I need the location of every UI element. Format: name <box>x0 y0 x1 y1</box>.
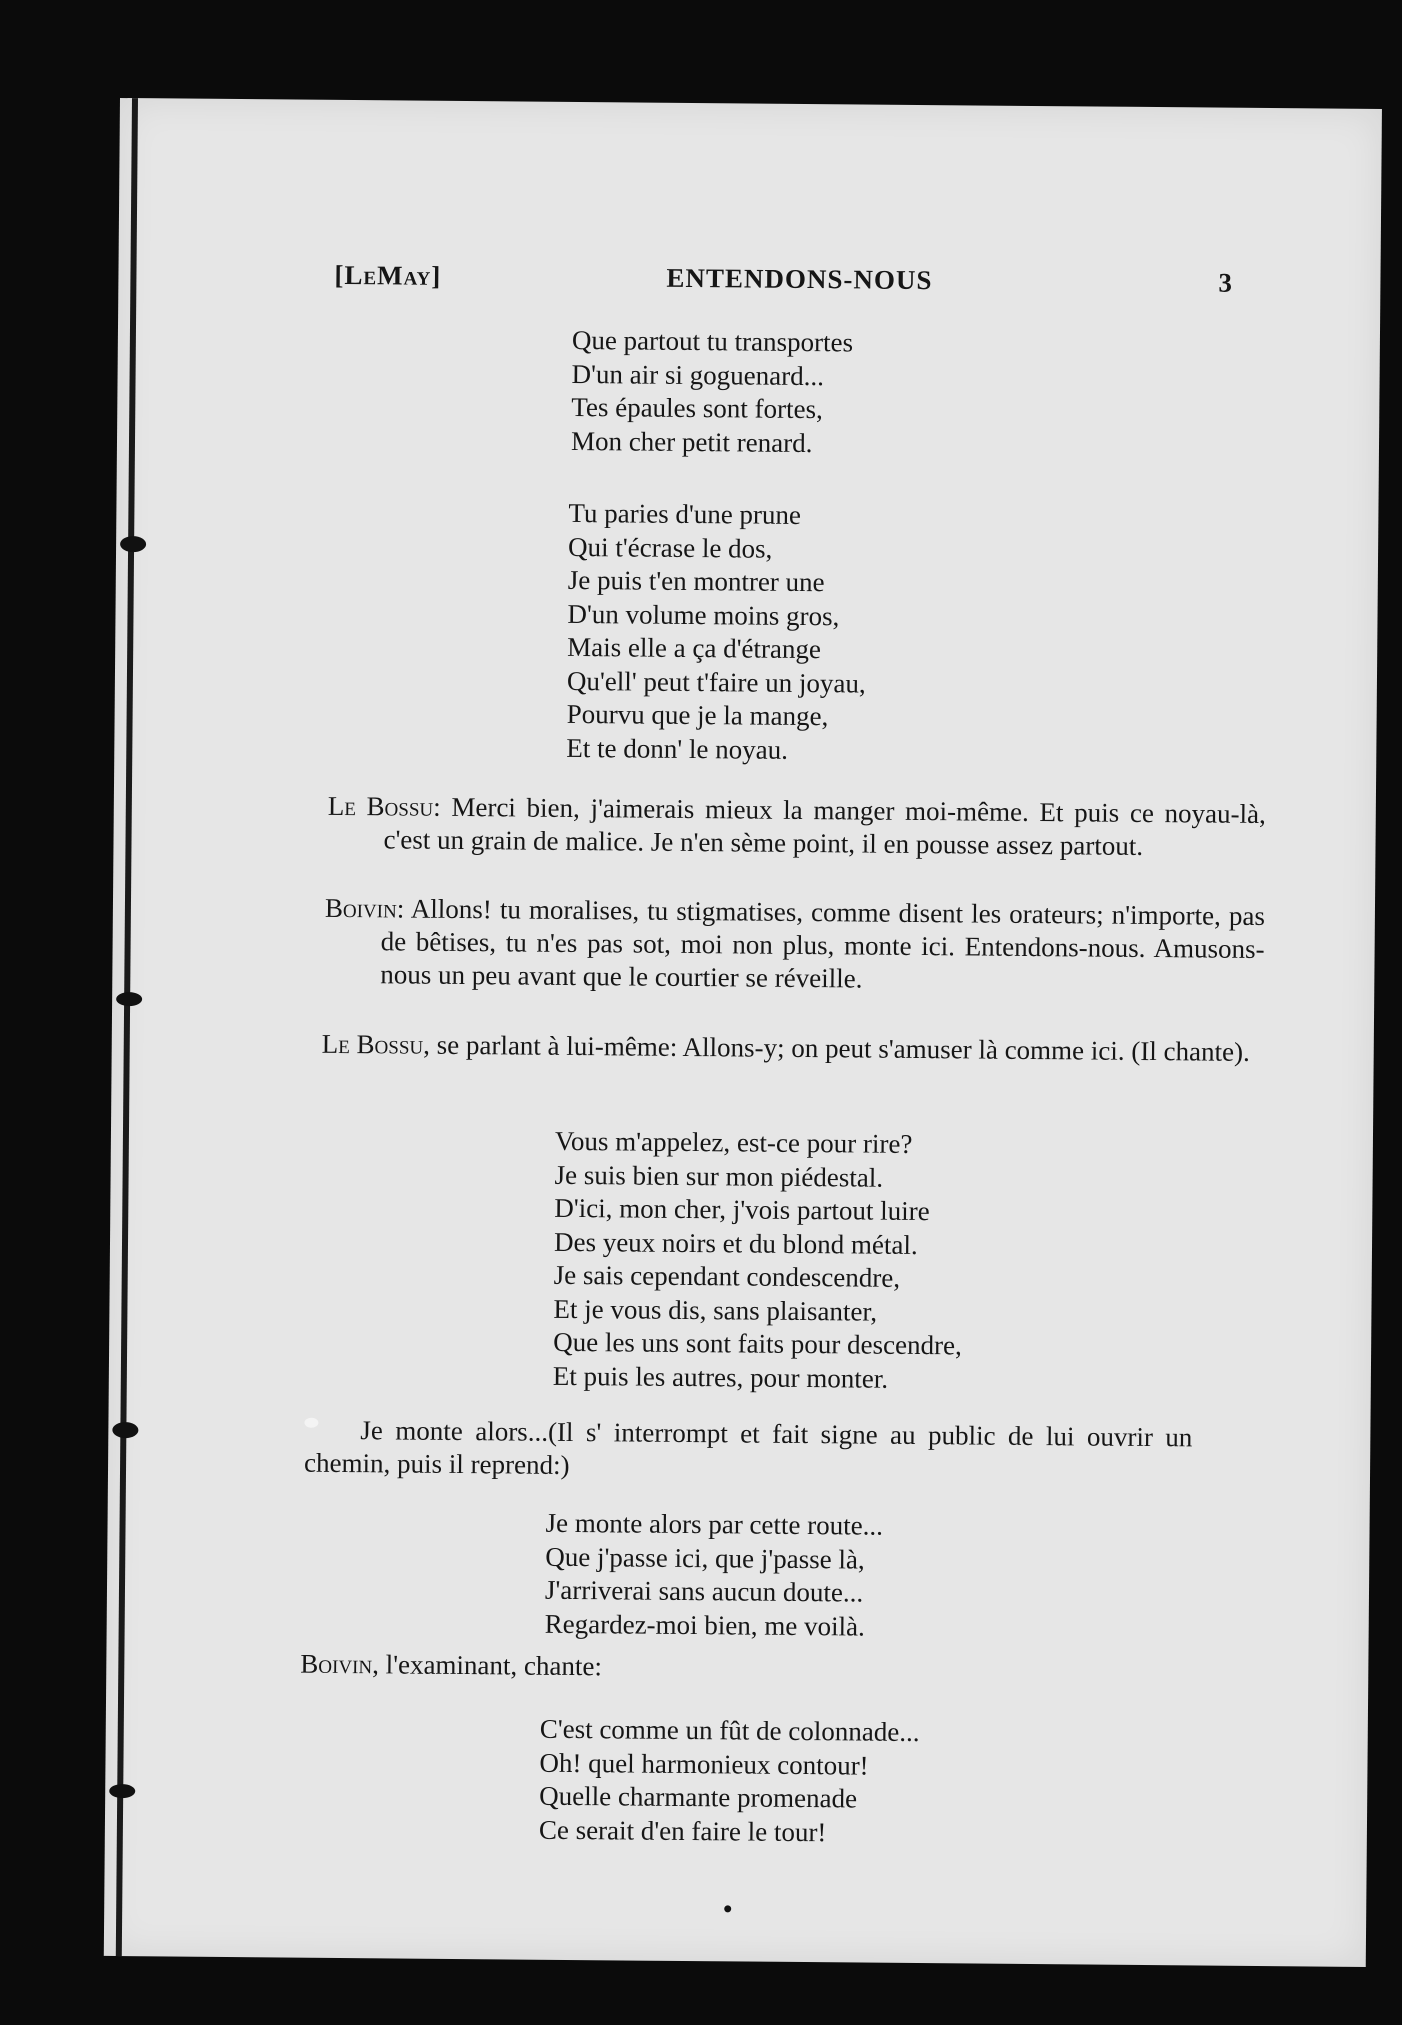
speaker-name: Le Bossu <box>321 1028 424 1060</box>
verse-line: Je monte alors par cette route... <box>545 1507 884 1541</box>
verse-line: Je sais cependant condescendre, <box>553 1259 901 1293</box>
binding-staple <box>112 1422 138 1438</box>
verse-line: Et je vous dis, sans plaisanter, <box>553 1293 878 1327</box>
verse-line: D'un air si goguenard... <box>571 358 825 391</box>
stanza-4 <box>545 1507 884 1644</box>
verse-line: Quelle charmante promenade <box>539 1780 858 1814</box>
verse-line: Ce serait d'en faire le tour! <box>538 1814 827 1847</box>
verse-line: Des yeux noirs et du blond métal. <box>553 1226 918 1260</box>
document-page <box>104 98 1382 1967</box>
narration-text: Je monte alors...(Il s' interrompt et fait signe au public de lui ouvrir un chemin, puis il reprend:) <box>303 1415 1193 1480</box>
dialogue-boivin-1 <box>324 892 1265 999</box>
verse-line: Qui t'écrase le dos, <box>567 531 773 564</box>
dialogue-text: , l'examinant, chante: <box>372 1649 603 1682</box>
running-head-author: [LeMay] <box>334 259 442 291</box>
binding-staple <box>120 536 146 552</box>
running-head-title: ENTENDONS-NOUS <box>666 262 933 296</box>
page-number: 3 <box>1218 267 1233 298</box>
stanza-5 <box>539 1713 920 1850</box>
speaker-name: Boivin <box>300 1648 373 1680</box>
verse-line: D'un volume moins gros, <box>567 598 840 631</box>
verse-line: Vous m'appelez, est-ce pour rire? <box>554 1125 913 1159</box>
verse-line: Je suis bien sur mon piédestal. <box>554 1159 884 1193</box>
verse-line: Mais elle a ça d'étrange <box>567 631 822 665</box>
verse-line: Pourvu que je la mange, <box>566 698 829 732</box>
verse-line: Que j'passe ici, que j'passe là, <box>545 1541 865 1575</box>
verse-line: Tu paries d'une prune <box>568 497 802 530</box>
stanza-1 <box>571 324 853 460</box>
binding-staple <box>116 992 142 1006</box>
verse-line: Qu'ell' peut t'faire un joyau, <box>566 665 866 699</box>
dialogue-text: : Allons! tu moralises, tu stigmatises, comme disent les orateurs; n'importe, pas de bêtises, tu n'es pas sot, moi non plus, monte ici. Entendons-nous. Amusons-nous un peu avant que le courtier se réveille. <box>380 893 1266 994</box>
verse-line: Regardez-moi bien, me voilà. <box>544 1608 865 1642</box>
dialogue-text: , se parlant à lui-même: Allons-y; on peut s'amuser là comme ici. (Il chante). <box>423 1029 1250 1067</box>
verse-line: Mon cher petit renard. <box>570 425 813 458</box>
speaker-name: Le Bossu <box>327 790 434 822</box>
verse-line: Je puis t'en montrer une <box>567 564 825 598</box>
dialogue-le-bossu-2 <box>322 1028 1264 1069</box>
stage-narration <box>304 1414 1193 1488</box>
verse-line: Tes épaules sont fortes, <box>571 391 823 425</box>
ink-speck <box>724 1905 731 1912</box>
verse-line: Que les uns sont faits pour descendre, <box>553 1326 962 1361</box>
verse-line: Oh! quel harmonieux contour! <box>539 1747 869 1781</box>
verse-line: D'ici, mon cher, j'vois partout luire <box>554 1192 930 1227</box>
verse-line: Et puis les autres, pour monter. <box>552 1360 889 1394</box>
verse-line: Et te donn' le noyau. <box>566 732 789 765</box>
dialogue-text: : Merci bien, j'aimerais mieux la manger moi-même. Et puis ce noyau-là, c'est un grain de malice. Je n'en sème point, il en pousse assez partout. <box>383 791 1266 861</box>
binding-edge <box>116 98 138 1956</box>
verse-line: Que partout tu transportes <box>571 324 854 358</box>
binding-staple <box>109 1784 135 1798</box>
paper-speck <box>304 1418 318 1428</box>
speaker-name: Boivin <box>324 892 397 924</box>
stanza-3 <box>553 1125 964 1397</box>
dialogue-le-bossu-1 <box>327 790 1266 864</box>
verse-line: J'arriverai sans aucun doute... <box>544 1574 864 1608</box>
stanza-2 <box>566 497 867 768</box>
verse-line: C'est comme un fût de colonnade... <box>539 1713 920 1748</box>
dialogue-boivin-2 <box>300 1648 1180 1689</box>
